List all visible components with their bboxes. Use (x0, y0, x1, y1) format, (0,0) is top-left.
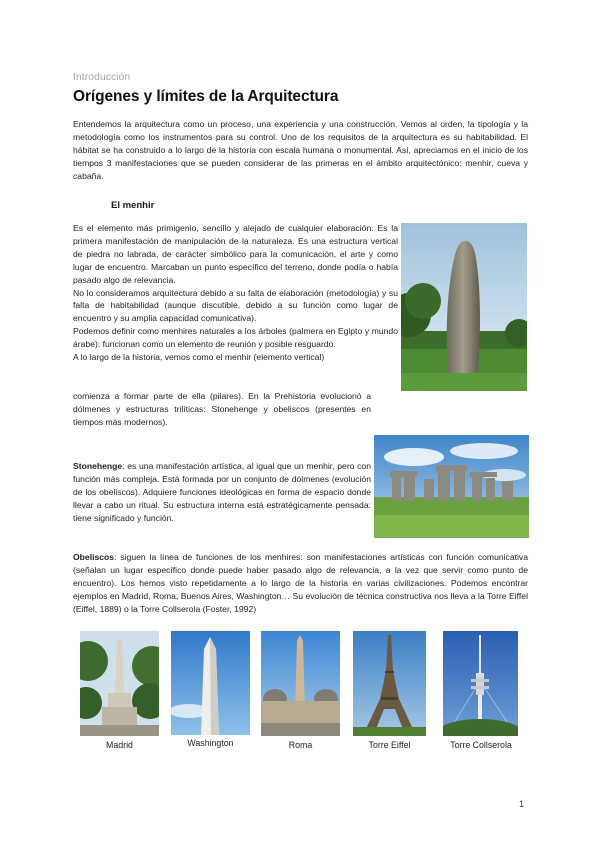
obeliscos-text: : siguen la línea de funciones de los menhires: son manifestaciones artísticas con función comunicativa (señalan un lugar específico donde puede haber pasado algo de relevancia, a la vez que servir como punto de encuentro). Los hemos visto repetidamente a lo largo de la historia en varias civilizaciones. Podemos encontrar ejemplos en Madrid, Roma, Buenos Aires, Washington… Su evolución de técnica constructiva nos lleva a la Torre Eiffel (Eiffel, 1889) o la Torre Collserola (Foster, 1992) (73, 552, 528, 614)
caption-torre-eiffel: Torre Eiffel (368, 740, 411, 750)
stonehenge-text: : es una manifestación artística, al igual que un menhir, pero con función más compleja. Está formada por un conjunto de dólmenes (evolución de los obeliscos). Adquiere funciones ideológicas en forma de espacio donde llevar a cabo un ritual. Su estructura interna está estratégicamente pensada: tiene significado y función. (73, 461, 371, 523)
roma-photo (261, 631, 340, 736)
menhir-continuation (73, 390, 371, 429)
obeliscos-term: Obeliscos (73, 552, 115, 562)
washington-photo (171, 631, 250, 735)
stonehenge-photo (374, 435, 529, 538)
menhir-p3: Podemos definir como menhires naturales a los árboles (palmera en Egipto y mundo árabe): funcionan como un elemento de reunión y posible resguardo. (73, 326, 398, 350)
page-title: Orígenes y límites de la Arquitectura (73, 88, 339, 105)
obeliscos-paragraph (73, 551, 528, 616)
caption-washington: Washington (187, 738, 234, 748)
intro-paragraph (73, 118, 528, 183)
madrid-photo (80, 631, 159, 736)
stonehenge-term: Stonehenge (73, 461, 123, 471)
torre-eiffel-photo (353, 631, 426, 736)
menhir-p2: No lo consideramos arquitectura debido a su falta de elaboración (metodología) y su falta de habitabilidad (aunque discutible, debido a su función como lugar de encuentro y su amplia capacidad comunicativa). (73, 287, 398, 324)
caption-torre-collserola: Torre Collserola (450, 740, 512, 750)
menhir-p4a: A lo largo de la historia, vemos como el menhir (elemento vertical) (73, 352, 325, 363)
menhir-p4b: comienza a formar parte de ella (pilares). En la Prehistoria evolucionó a dólmenes y estructuras trilíticas: Stonehenge y obeliscos (presentes en tiempos más modernos). (73, 391, 371, 427)
torre-collserola-photo (443, 631, 518, 736)
menhir-p1: Es el elemento más primigenio, sencillo y alejado de cualquier elaboración. Es la primera manifestación de manipulación de la naturaleza. Es una estructura vertical de piedra no labrada, de carácter simbólico para la comunicación, el arte y como lugar de encuentro. Marcaban un punto específico del terreno, donde podía o había pasado algo de relevancia. (73, 223, 398, 285)
menhir-section (73, 222, 398, 364)
caption-madrid: Madrid (106, 740, 133, 750)
stonehenge-paragraph (73, 460, 371, 525)
menhir-heading: El menhir (111, 200, 155, 211)
menhir-photo (401, 223, 527, 391)
intro-text: Entendemos la arquitectura como un proceso, una experiencia y una construcción. Vemos al orden, la tipología y la metodología como los instrumentos para su control. Uno de los requisitos de la arquitectura es su habitabilidad. El hábitat se ha construido a lo largo de la historia con escala humana o monumental. Así, apreciamos en el inicio de los tiempos 3 manifestaciones que se pueden considerar de las primeras en el ámbito arquitectónico: menhir, cueva y cabaña. (73, 119, 528, 181)
section-kicker: Introducción (73, 71, 131, 83)
page-number: 1 (519, 799, 525, 809)
caption-roma: Roma (288, 740, 313, 750)
